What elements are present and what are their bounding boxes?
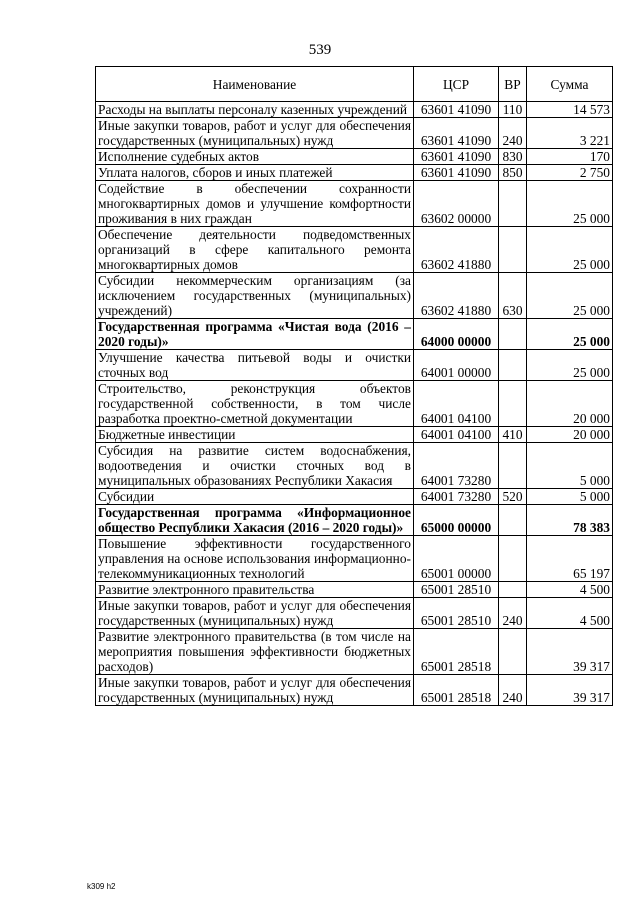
footer-code: k309 h2: [87, 882, 116, 891]
cell-vr: 240: [499, 598, 527, 629]
table-row: [96, 165, 613, 181]
cell-name: Расходы на выплаты персоналу казенных учреждений: [96, 102, 414, 118]
cell-vr: [499, 629, 527, 675]
cell-sum: 20 000: [527, 427, 613, 443]
cell-sum: 2 750: [527, 165, 613, 181]
cell-sum: 78 383: [527, 505, 613, 536]
table-body: [96, 102, 613, 706]
cell-name: Содействие в обеспечении сохранности многоквартирных домов и улучшение комфортности проживания в них граждан: [96, 181, 414, 227]
cell-sum: 25 000: [527, 227, 613, 273]
table-row: [96, 273, 613, 319]
table-row: [96, 227, 613, 273]
header-csr: ЦСР: [414, 67, 499, 102]
cell-name: Субсидия на развитие систем водоснабжения, водоотведения и очистки сточных вод в муниципальных образованиях Республики Хакасия: [96, 443, 414, 489]
page-number: 539: [308, 42, 332, 58]
cell-sum: 25 000: [527, 181, 613, 227]
table-row: [96, 598, 613, 629]
cell-name: Повышение эффективности государственного управления на основе использования информационно-телекоммуникационных технологий: [96, 536, 414, 582]
cell-name: Субсидии некоммерческим организациям (за исключением государственных (муниципальных) учреждений): [96, 273, 414, 319]
cell-vr: [499, 381, 527, 427]
cell-csr: 63601 41090: [414, 118, 499, 149]
cell-csr: 63602 00000: [414, 181, 499, 227]
cell-vr: [499, 350, 527, 381]
cell-csr: 65001 28510: [414, 598, 499, 629]
cell-name: Иные закупки товаров, работ и услуг для обеспечения государственных (муниципальных) нужд: [96, 118, 414, 149]
cell-sum: 39 317: [527, 675, 613, 706]
cell-sum: 25 000: [527, 273, 613, 319]
cell-vr: 850: [499, 165, 527, 181]
cell-vr: 110: [499, 102, 527, 118]
table-row: [96, 582, 613, 598]
cell-csr: 64000 00000: [414, 319, 499, 350]
cell-sum: 170: [527, 149, 613, 165]
cell-name: Субсидии: [96, 489, 414, 505]
header-vr: ВР: [499, 67, 527, 102]
cell-sum: 3 221: [527, 118, 613, 149]
cell-vr: 830: [499, 149, 527, 165]
cell-vr: 410: [499, 427, 527, 443]
cell-csr: 65001 00000: [414, 536, 499, 582]
cell-name: Обеспечение деятельности подведомственных организаций в сфере капитального ремонта многоквартирных домов: [96, 227, 414, 273]
cell-sum: 25 000: [527, 319, 613, 350]
cell-vr: [499, 181, 527, 227]
cell-vr: [499, 319, 527, 350]
table-row: [96, 443, 613, 489]
cell-name: Государственная программа «Чистая вода (2016 – 2020 годы)»: [96, 319, 414, 350]
budget-table: [95, 66, 613, 706]
cell-name: Иные закупки товаров, работ и услуг для обеспечения государственных (муниципальных) нужд: [96, 675, 414, 706]
cell-name: Иные закупки товаров, работ и услуг для обеспечения государственных (муниципальных) нужд: [96, 598, 414, 629]
table-row: [96, 629, 613, 675]
cell-vr: 520: [499, 489, 527, 505]
header-name: Наименование: [96, 67, 414, 102]
cell-name: Развитие электронного правительства (в том числе на мероприятия повышения эффективности бюджетных расходов): [96, 629, 414, 675]
cell-vr: [499, 505, 527, 536]
cell-csr: 63601 41090: [414, 149, 499, 165]
table-row: [96, 350, 613, 381]
cell-sum: 25 000: [527, 350, 613, 381]
cell-csr: 65001 28518: [414, 629, 499, 675]
cell-csr: 63601 41090: [414, 165, 499, 181]
cell-name: Государственная программа «Информационное общество Республики Хакасия (2016 – 2020 годы)»: [96, 505, 414, 536]
table-header-row: [96, 67, 613, 102]
cell-sum: 5 000: [527, 443, 613, 489]
cell-vr: [499, 443, 527, 489]
table-row: [96, 675, 613, 706]
cell-sum: 20 000: [527, 381, 613, 427]
table-row: [96, 102, 613, 118]
cell-csr: 65001 28518: [414, 675, 499, 706]
cell-vr: 630: [499, 273, 527, 319]
cell-csr: 65000 00000: [414, 505, 499, 536]
cell-sum: 65 197: [527, 536, 613, 582]
cell-sum: 5 000: [527, 489, 613, 505]
cell-name: Уплата налогов, сборов и иных платежей: [96, 165, 414, 181]
table-row: [96, 181, 613, 227]
header-sum: Сумма: [527, 67, 613, 102]
table-row: [96, 505, 613, 536]
cell-csr: 64001 00000: [414, 350, 499, 381]
table-row: [96, 381, 613, 427]
table-row: [96, 149, 613, 165]
cell-csr: 64001 73280: [414, 443, 499, 489]
cell-vr: 240: [499, 118, 527, 149]
cell-csr: 63602 41880: [414, 227, 499, 273]
cell-sum: 4 500: [527, 582, 613, 598]
cell-csr: 63601 41090: [414, 102, 499, 118]
cell-name: Исполнение судебных актов: [96, 149, 414, 165]
table-row: [96, 319, 613, 350]
cell-sum: 14 573: [527, 102, 613, 118]
table-row: [96, 427, 613, 443]
table-row: [96, 118, 613, 149]
cell-name: Развитие электронного правительства: [96, 582, 414, 598]
table-row: [96, 536, 613, 582]
cell-csr: 64001 04100: [414, 427, 499, 443]
cell-csr: 64001 04100: [414, 381, 499, 427]
cell-sum: 4 500: [527, 598, 613, 629]
cell-sum: 39 317: [527, 629, 613, 675]
cell-csr: 63602 41880: [414, 273, 499, 319]
cell-name: Бюджетные инвестиции: [96, 427, 414, 443]
cell-vr: [499, 582, 527, 598]
table-row: [96, 489, 613, 505]
cell-vr: [499, 536, 527, 582]
cell-name: Улучшение качества питьевой воды и очистки сточных вод: [96, 350, 414, 381]
cell-csr: 64001 73280: [414, 489, 499, 505]
cell-name: Строительство, реконструкция объектов государственной собственности, в том числе разработка проектно-сметной документации: [96, 381, 414, 427]
cell-csr: 65001 28510: [414, 582, 499, 598]
cell-vr: 240: [499, 675, 527, 706]
cell-vr: [499, 227, 527, 273]
